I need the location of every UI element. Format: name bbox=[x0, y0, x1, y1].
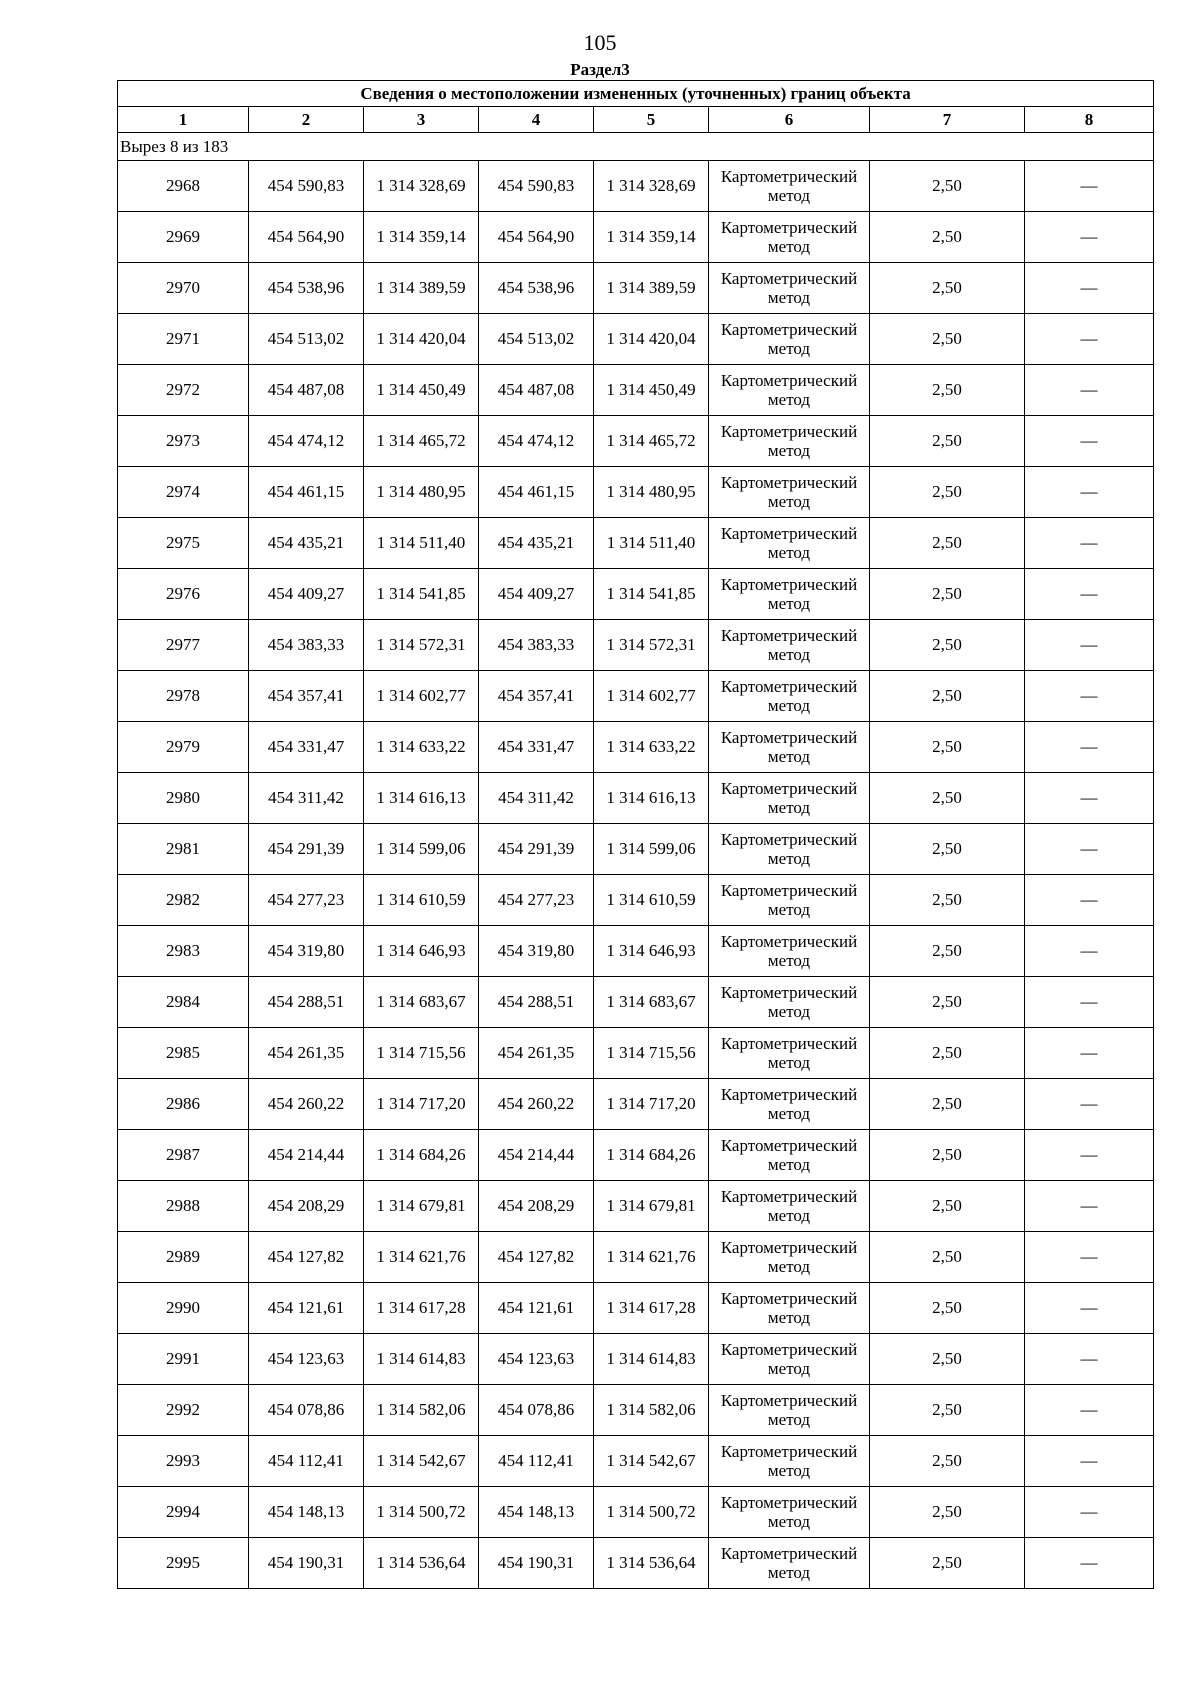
y-new-cell: 1 314 359,14 bbox=[594, 212, 709, 263]
y-existing-cell: 1 314 328,69 bbox=[364, 161, 479, 212]
y-new-cell: 1 314 536,64 bbox=[594, 1538, 709, 1589]
table-row bbox=[118, 1436, 1154, 1487]
x-existing-cell: 454 277,23 bbox=[249, 875, 364, 926]
y-existing-cell: 1 314 683,67 bbox=[364, 977, 479, 1028]
x-existing-cell: 454 435,21 bbox=[249, 518, 364, 569]
column-number: 3 bbox=[364, 107, 479, 133]
y-new-cell: 1 314 621,76 bbox=[594, 1232, 709, 1283]
x-new-cell: 454 277,23 bbox=[479, 875, 594, 926]
point-number-cell: 2984 bbox=[118, 977, 249, 1028]
point-number-cell: 2990 bbox=[118, 1283, 249, 1334]
y-existing-cell: 1 314 679,81 bbox=[364, 1181, 479, 1232]
accuracy-cell: 2,50 bbox=[870, 671, 1025, 722]
point-description-cell: — bbox=[1025, 824, 1154, 875]
table-row bbox=[118, 926, 1154, 977]
y-existing-cell: 1 314 572,31 bbox=[364, 620, 479, 671]
x-new-cell: 454 078,86 bbox=[479, 1385, 594, 1436]
table-row bbox=[118, 1028, 1154, 1079]
x-existing-cell: 454 513,02 bbox=[249, 314, 364, 365]
x-existing-cell: 454 078,86 bbox=[249, 1385, 364, 1436]
determination-method-cell: Картометрический метод bbox=[709, 569, 870, 620]
x-new-cell: 454 461,15 bbox=[479, 467, 594, 518]
y-new-cell: 1 314 420,04 bbox=[594, 314, 709, 365]
y-existing-cell: 1 314 715,56 bbox=[364, 1028, 479, 1079]
column-number: 8 bbox=[1025, 107, 1154, 133]
x-new-cell: 454 260,22 bbox=[479, 1079, 594, 1130]
y-new-cell: 1 314 582,06 bbox=[594, 1385, 709, 1436]
point-description-cell: — bbox=[1025, 569, 1154, 620]
y-existing-cell: 1 314 599,06 bbox=[364, 824, 479, 875]
point-number-cell: 2991 bbox=[118, 1334, 249, 1385]
y-new-cell: 1 314 616,13 bbox=[594, 773, 709, 824]
x-new-cell: 454 513,02 bbox=[479, 314, 594, 365]
y-existing-cell: 1 314 717,20 bbox=[364, 1079, 479, 1130]
x-existing-cell: 454 121,61 bbox=[249, 1283, 364, 1334]
y-existing-cell: 1 314 542,67 bbox=[364, 1436, 479, 1487]
y-new-cell: 1 314 684,26 bbox=[594, 1130, 709, 1181]
accuracy-cell: 2,50 bbox=[870, 824, 1025, 875]
table-row bbox=[118, 671, 1154, 722]
y-existing-cell: 1 314 633,22 bbox=[364, 722, 479, 773]
determination-method-cell: Картометрический метод bbox=[709, 263, 870, 314]
accuracy-cell: 2,50 bbox=[870, 926, 1025, 977]
y-existing-cell: 1 314 614,83 bbox=[364, 1334, 479, 1385]
point-number-cell: 2980 bbox=[118, 773, 249, 824]
x-existing-cell: 454 357,41 bbox=[249, 671, 364, 722]
determination-method-cell: Картометрический метод bbox=[709, 212, 870, 263]
y-new-cell: 1 314 465,72 bbox=[594, 416, 709, 467]
x-existing-cell: 454 311,42 bbox=[249, 773, 364, 824]
table-row bbox=[118, 518, 1154, 569]
table-row bbox=[118, 1181, 1154, 1232]
x-existing-cell: 454 127,82 bbox=[249, 1232, 364, 1283]
y-existing-cell: 1 314 500,72 bbox=[364, 1487, 479, 1538]
point-description-cell: — bbox=[1025, 263, 1154, 314]
determination-method-cell: Картометрический метод bbox=[709, 1028, 870, 1079]
accuracy-cell: 2,50 bbox=[870, 416, 1025, 467]
table-row bbox=[118, 722, 1154, 773]
x-new-cell: 454 261,35 bbox=[479, 1028, 594, 1079]
point-description-cell: — bbox=[1025, 1385, 1154, 1436]
determination-method-cell: Картометрический метод bbox=[709, 1232, 870, 1283]
x-existing-cell: 454 474,12 bbox=[249, 416, 364, 467]
x-new-cell: 454 331,47 bbox=[479, 722, 594, 773]
point-description-cell: — bbox=[1025, 1436, 1154, 1487]
x-existing-cell: 454 261,35 bbox=[249, 1028, 364, 1079]
point-description-cell: — bbox=[1025, 875, 1154, 926]
y-existing-cell: 1 314 359,14 bbox=[364, 212, 479, 263]
point-description-cell: — bbox=[1025, 977, 1154, 1028]
point-description-cell: — bbox=[1025, 1079, 1154, 1130]
column-number: 2 bbox=[249, 107, 364, 133]
point-number-cell: 2976 bbox=[118, 569, 249, 620]
accuracy-cell: 2,50 bbox=[870, 1436, 1025, 1487]
y-new-cell: 1 314 683,67 bbox=[594, 977, 709, 1028]
table-row bbox=[118, 365, 1154, 416]
table-row bbox=[118, 467, 1154, 518]
x-existing-cell: 454 487,08 bbox=[249, 365, 364, 416]
x-new-cell: 454 112,41 bbox=[479, 1436, 594, 1487]
point-number-cell: 2995 bbox=[118, 1538, 249, 1589]
point-description-cell: — bbox=[1025, 1181, 1154, 1232]
y-existing-cell: 1 314 582,06 bbox=[364, 1385, 479, 1436]
table-row bbox=[118, 314, 1154, 365]
y-new-cell: 1 314 328,69 bbox=[594, 161, 709, 212]
point-description-cell: — bbox=[1025, 1487, 1154, 1538]
x-existing-cell: 454 409,27 bbox=[249, 569, 364, 620]
page-number: 105 bbox=[583, 30, 617, 55]
accuracy-cell: 2,50 bbox=[870, 1079, 1025, 1130]
point-number-cell: 2970 bbox=[118, 263, 249, 314]
accuracy-cell: 2,50 bbox=[870, 212, 1025, 263]
y-new-cell: 1 314 610,59 bbox=[594, 875, 709, 926]
accuracy-cell: 2,50 bbox=[870, 1130, 1025, 1181]
table-row bbox=[118, 263, 1154, 314]
y-new-cell: 1 314 572,31 bbox=[594, 620, 709, 671]
y-existing-cell: 1 314 621,76 bbox=[364, 1232, 479, 1283]
y-new-cell: 1 314 541,85 bbox=[594, 569, 709, 620]
x-new-cell: 454 319,80 bbox=[479, 926, 594, 977]
y-existing-cell: 1 314 541,85 bbox=[364, 569, 479, 620]
y-new-cell: 1 314 679,81 bbox=[594, 1181, 709, 1232]
accuracy-cell: 2,50 bbox=[870, 1232, 1025, 1283]
x-new-cell: 454 288,51 bbox=[479, 977, 594, 1028]
point-description-cell: — bbox=[1025, 467, 1154, 518]
determination-method-cell: Картометрический метод bbox=[709, 416, 870, 467]
accuracy-cell: 2,50 bbox=[870, 620, 1025, 671]
table-body bbox=[118, 161, 1154, 1589]
point-number-cell: 2968 bbox=[118, 161, 249, 212]
section-title: Раздел3 bbox=[570, 60, 630, 79]
accuracy-cell: 2,50 bbox=[870, 875, 1025, 926]
point-number-cell: 2993 bbox=[118, 1436, 249, 1487]
point-description-cell: — bbox=[1025, 1334, 1154, 1385]
y-existing-cell: 1 314 450,49 bbox=[364, 365, 479, 416]
table-row bbox=[118, 824, 1154, 875]
determination-method-cell: Картометрический метод bbox=[709, 1538, 870, 1589]
determination-method-cell: Картометрический метод bbox=[709, 365, 870, 416]
determination-method-cell: Картометрический метод bbox=[709, 926, 870, 977]
x-existing-cell: 454 214,44 bbox=[249, 1130, 364, 1181]
point-description-cell: — bbox=[1025, 926, 1154, 977]
determination-method-cell: Картометрический метод bbox=[709, 722, 870, 773]
x-new-cell: 454 208,29 bbox=[479, 1181, 594, 1232]
y-new-cell: 1 314 389,59 bbox=[594, 263, 709, 314]
y-new-cell: 1 314 633,22 bbox=[594, 722, 709, 773]
point-number-cell: 2986 bbox=[118, 1079, 249, 1130]
table-row bbox=[118, 161, 1154, 212]
accuracy-cell: 2,50 bbox=[870, 518, 1025, 569]
point-number-cell: 2974 bbox=[118, 467, 249, 518]
determination-method-cell: Картометрический метод bbox=[709, 1334, 870, 1385]
determination-method-cell: Картометрический метод bbox=[709, 824, 870, 875]
determination-method-cell: Картометрический метод bbox=[709, 671, 870, 722]
point-number-cell: 2981 bbox=[118, 824, 249, 875]
y-existing-cell: 1 314 646,93 bbox=[364, 926, 479, 977]
determination-method-cell: Картометрический метод bbox=[709, 773, 870, 824]
accuracy-cell: 2,50 bbox=[870, 467, 1025, 518]
table-row bbox=[118, 1487, 1154, 1538]
point-number-cell: 2985 bbox=[118, 1028, 249, 1079]
determination-method-cell: Картометрический метод bbox=[709, 467, 870, 518]
x-new-cell: 454 291,39 bbox=[479, 824, 594, 875]
determination-method-cell: Картометрический метод bbox=[709, 977, 870, 1028]
point-description-cell: — bbox=[1025, 671, 1154, 722]
x-existing-cell: 454 148,13 bbox=[249, 1487, 364, 1538]
point-number-cell: 2972 bbox=[118, 365, 249, 416]
y-existing-cell: 1 314 511,40 bbox=[364, 518, 479, 569]
point-description-cell: — bbox=[1025, 620, 1154, 671]
table-caption: Сведения о местоположении измененных (уточненных) границ объекта bbox=[118, 81, 1154, 107]
table-row bbox=[118, 569, 1154, 620]
accuracy-cell: 2,50 bbox=[870, 977, 1025, 1028]
y-new-cell: 1 314 599,06 bbox=[594, 824, 709, 875]
column-number: 1 bbox=[118, 107, 249, 133]
point-number-cell: 2971 bbox=[118, 314, 249, 365]
x-existing-cell: 454 383,33 bbox=[249, 620, 364, 671]
y-new-cell: 1 314 646,93 bbox=[594, 926, 709, 977]
determination-method-cell: Картометрический метод bbox=[709, 1385, 870, 1436]
table-row bbox=[118, 1232, 1154, 1283]
table-row bbox=[118, 773, 1154, 824]
y-existing-cell: 1 314 617,28 bbox=[364, 1283, 479, 1334]
accuracy-cell: 2,50 bbox=[870, 1181, 1025, 1232]
x-existing-cell: 454 538,96 bbox=[249, 263, 364, 314]
accuracy-cell: 2,50 bbox=[870, 1487, 1025, 1538]
point-number-cell: 2977 bbox=[118, 620, 249, 671]
table-row bbox=[118, 1079, 1154, 1130]
point-number-cell: 2994 bbox=[118, 1487, 249, 1538]
determination-method-cell: Картометрический метод bbox=[709, 1283, 870, 1334]
accuracy-cell: 2,50 bbox=[870, 569, 1025, 620]
table-row bbox=[118, 1385, 1154, 1436]
determination-method-cell: Картометрический метод bbox=[709, 620, 870, 671]
x-new-cell: 454 357,41 bbox=[479, 671, 594, 722]
accuracy-cell: 2,50 bbox=[870, 314, 1025, 365]
x-existing-cell: 454 288,51 bbox=[249, 977, 364, 1028]
point-description-cell: — bbox=[1025, 1130, 1154, 1181]
x-existing-cell: 454 123,63 bbox=[249, 1334, 364, 1385]
x-new-cell: 454 214,44 bbox=[479, 1130, 594, 1181]
point-description-cell: — bbox=[1025, 1283, 1154, 1334]
x-new-cell: 454 383,33 bbox=[479, 620, 594, 671]
y-existing-cell: 1 314 420,04 bbox=[364, 314, 479, 365]
column-number: 6 bbox=[709, 107, 870, 133]
accuracy-cell: 2,50 bbox=[870, 263, 1025, 314]
x-existing-cell: 454 331,47 bbox=[249, 722, 364, 773]
point-description-cell: — bbox=[1025, 722, 1154, 773]
x-new-cell: 454 148,13 bbox=[479, 1487, 594, 1538]
table-row bbox=[118, 1538, 1154, 1589]
table-row bbox=[118, 1283, 1154, 1334]
x-new-cell: 454 487,08 bbox=[479, 365, 594, 416]
y-existing-cell: 1 314 465,72 bbox=[364, 416, 479, 467]
point-number-cell: 2969 bbox=[118, 212, 249, 263]
table-row bbox=[118, 416, 1154, 467]
point-number-cell: 2983 bbox=[118, 926, 249, 977]
y-new-cell: 1 314 450,49 bbox=[594, 365, 709, 416]
point-number-cell: 2979 bbox=[118, 722, 249, 773]
table-row bbox=[118, 212, 1154, 263]
determination-method-cell: Картометрический метод bbox=[709, 1079, 870, 1130]
column-number: 4 bbox=[479, 107, 594, 133]
accuracy-cell: 2,50 bbox=[870, 161, 1025, 212]
y-new-cell: 1 314 614,83 bbox=[594, 1334, 709, 1385]
x-new-cell: 454 121,61 bbox=[479, 1283, 594, 1334]
point-description-cell: — bbox=[1025, 1538, 1154, 1589]
determination-method-cell: Картометрический метод bbox=[709, 518, 870, 569]
x-existing-cell: 454 260,22 bbox=[249, 1079, 364, 1130]
table-row bbox=[118, 1334, 1154, 1385]
point-number-cell: 2982 bbox=[118, 875, 249, 926]
y-new-cell: 1 314 617,28 bbox=[594, 1283, 709, 1334]
y-new-cell: 1 314 480,95 bbox=[594, 467, 709, 518]
table-row bbox=[118, 1130, 1154, 1181]
determination-method-cell: Картометрический метод bbox=[709, 161, 870, 212]
point-number-cell: 2973 bbox=[118, 416, 249, 467]
x-new-cell: 454 123,63 bbox=[479, 1334, 594, 1385]
table-row bbox=[118, 875, 1154, 926]
accuracy-cell: 2,50 bbox=[870, 1028, 1025, 1079]
y-existing-cell: 1 314 389,59 bbox=[364, 263, 479, 314]
point-number-cell: 2988 bbox=[118, 1181, 249, 1232]
accuracy-cell: 2,50 bbox=[870, 1283, 1025, 1334]
y-new-cell: 1 314 511,40 bbox=[594, 518, 709, 569]
point-number-cell: 2975 bbox=[118, 518, 249, 569]
y-existing-cell: 1 314 602,77 bbox=[364, 671, 479, 722]
x-new-cell: 454 538,96 bbox=[479, 263, 594, 314]
x-new-cell: 454 409,27 bbox=[479, 569, 594, 620]
determination-method-cell: Картометрический метод bbox=[709, 875, 870, 926]
x-new-cell: 454 590,83 bbox=[479, 161, 594, 212]
point-number-cell: 2989 bbox=[118, 1232, 249, 1283]
column-number: 5 bbox=[594, 107, 709, 133]
point-description-cell: — bbox=[1025, 518, 1154, 569]
point-description-cell: — bbox=[1025, 773, 1154, 824]
point-description-cell: — bbox=[1025, 314, 1154, 365]
accuracy-cell: 2,50 bbox=[870, 722, 1025, 773]
x-existing-cell: 454 190,31 bbox=[249, 1538, 364, 1589]
x-existing-cell: 454 319,80 bbox=[249, 926, 364, 977]
x-new-cell: 454 127,82 bbox=[479, 1232, 594, 1283]
excerpt-label: Вырез 8 из 183 bbox=[118, 133, 1154, 161]
point-number-cell: 2978 bbox=[118, 671, 249, 722]
point-description-cell: — bbox=[1025, 161, 1154, 212]
y-new-cell: 1 314 542,67 bbox=[594, 1436, 709, 1487]
determination-method-cell: Картометрический метод bbox=[709, 314, 870, 365]
y-existing-cell: 1 314 616,13 bbox=[364, 773, 479, 824]
point-description-cell: — bbox=[1025, 416, 1154, 467]
accuracy-cell: 2,50 bbox=[870, 1538, 1025, 1589]
column-number: 7 bbox=[870, 107, 1025, 133]
boundary-coordinates-table bbox=[117, 80, 1154, 1589]
x-existing-cell: 454 112,41 bbox=[249, 1436, 364, 1487]
y-new-cell: 1 314 717,20 bbox=[594, 1079, 709, 1130]
y-new-cell: 1 314 715,56 bbox=[594, 1028, 709, 1079]
x-new-cell: 454 435,21 bbox=[479, 518, 594, 569]
point-number-cell: 2987 bbox=[118, 1130, 249, 1181]
y-existing-cell: 1 314 480,95 bbox=[364, 467, 479, 518]
accuracy-cell: 2,50 bbox=[870, 773, 1025, 824]
column-number-row bbox=[118, 107, 1154, 133]
point-description-cell: — bbox=[1025, 365, 1154, 416]
x-new-cell: 454 190,31 bbox=[479, 1538, 594, 1589]
x-existing-cell: 454 461,15 bbox=[249, 467, 364, 518]
x-existing-cell: 454 208,29 bbox=[249, 1181, 364, 1232]
table-row bbox=[118, 977, 1154, 1028]
table-row bbox=[118, 620, 1154, 671]
x-existing-cell: 454 590,83 bbox=[249, 161, 364, 212]
determination-method-cell: Картометрический метод bbox=[709, 1181, 870, 1232]
accuracy-cell: 2,50 bbox=[870, 1334, 1025, 1385]
x-existing-cell: 454 291,39 bbox=[249, 824, 364, 875]
y-existing-cell: 1 314 684,26 bbox=[364, 1130, 479, 1181]
point-description-cell: — bbox=[1025, 1028, 1154, 1079]
determination-method-cell: Картометрический метод bbox=[709, 1436, 870, 1487]
x-new-cell: 454 474,12 bbox=[479, 416, 594, 467]
x-new-cell: 454 311,42 bbox=[479, 773, 594, 824]
determination-method-cell: Картометрический метод bbox=[709, 1487, 870, 1538]
y-existing-cell: 1 314 610,59 bbox=[364, 875, 479, 926]
y-new-cell: 1 314 602,77 bbox=[594, 671, 709, 722]
point-description-cell: — bbox=[1025, 212, 1154, 263]
point-description-cell: — bbox=[1025, 1232, 1154, 1283]
x-new-cell: 454 564,90 bbox=[479, 212, 594, 263]
point-number-cell: 2992 bbox=[118, 1385, 249, 1436]
determination-method-cell: Картометрический метод bbox=[709, 1130, 870, 1181]
accuracy-cell: 2,50 bbox=[870, 365, 1025, 416]
y-existing-cell: 1 314 536,64 bbox=[364, 1538, 479, 1589]
accuracy-cell: 2,50 bbox=[870, 1385, 1025, 1436]
y-new-cell: 1 314 500,72 bbox=[594, 1487, 709, 1538]
x-existing-cell: 454 564,90 bbox=[249, 212, 364, 263]
